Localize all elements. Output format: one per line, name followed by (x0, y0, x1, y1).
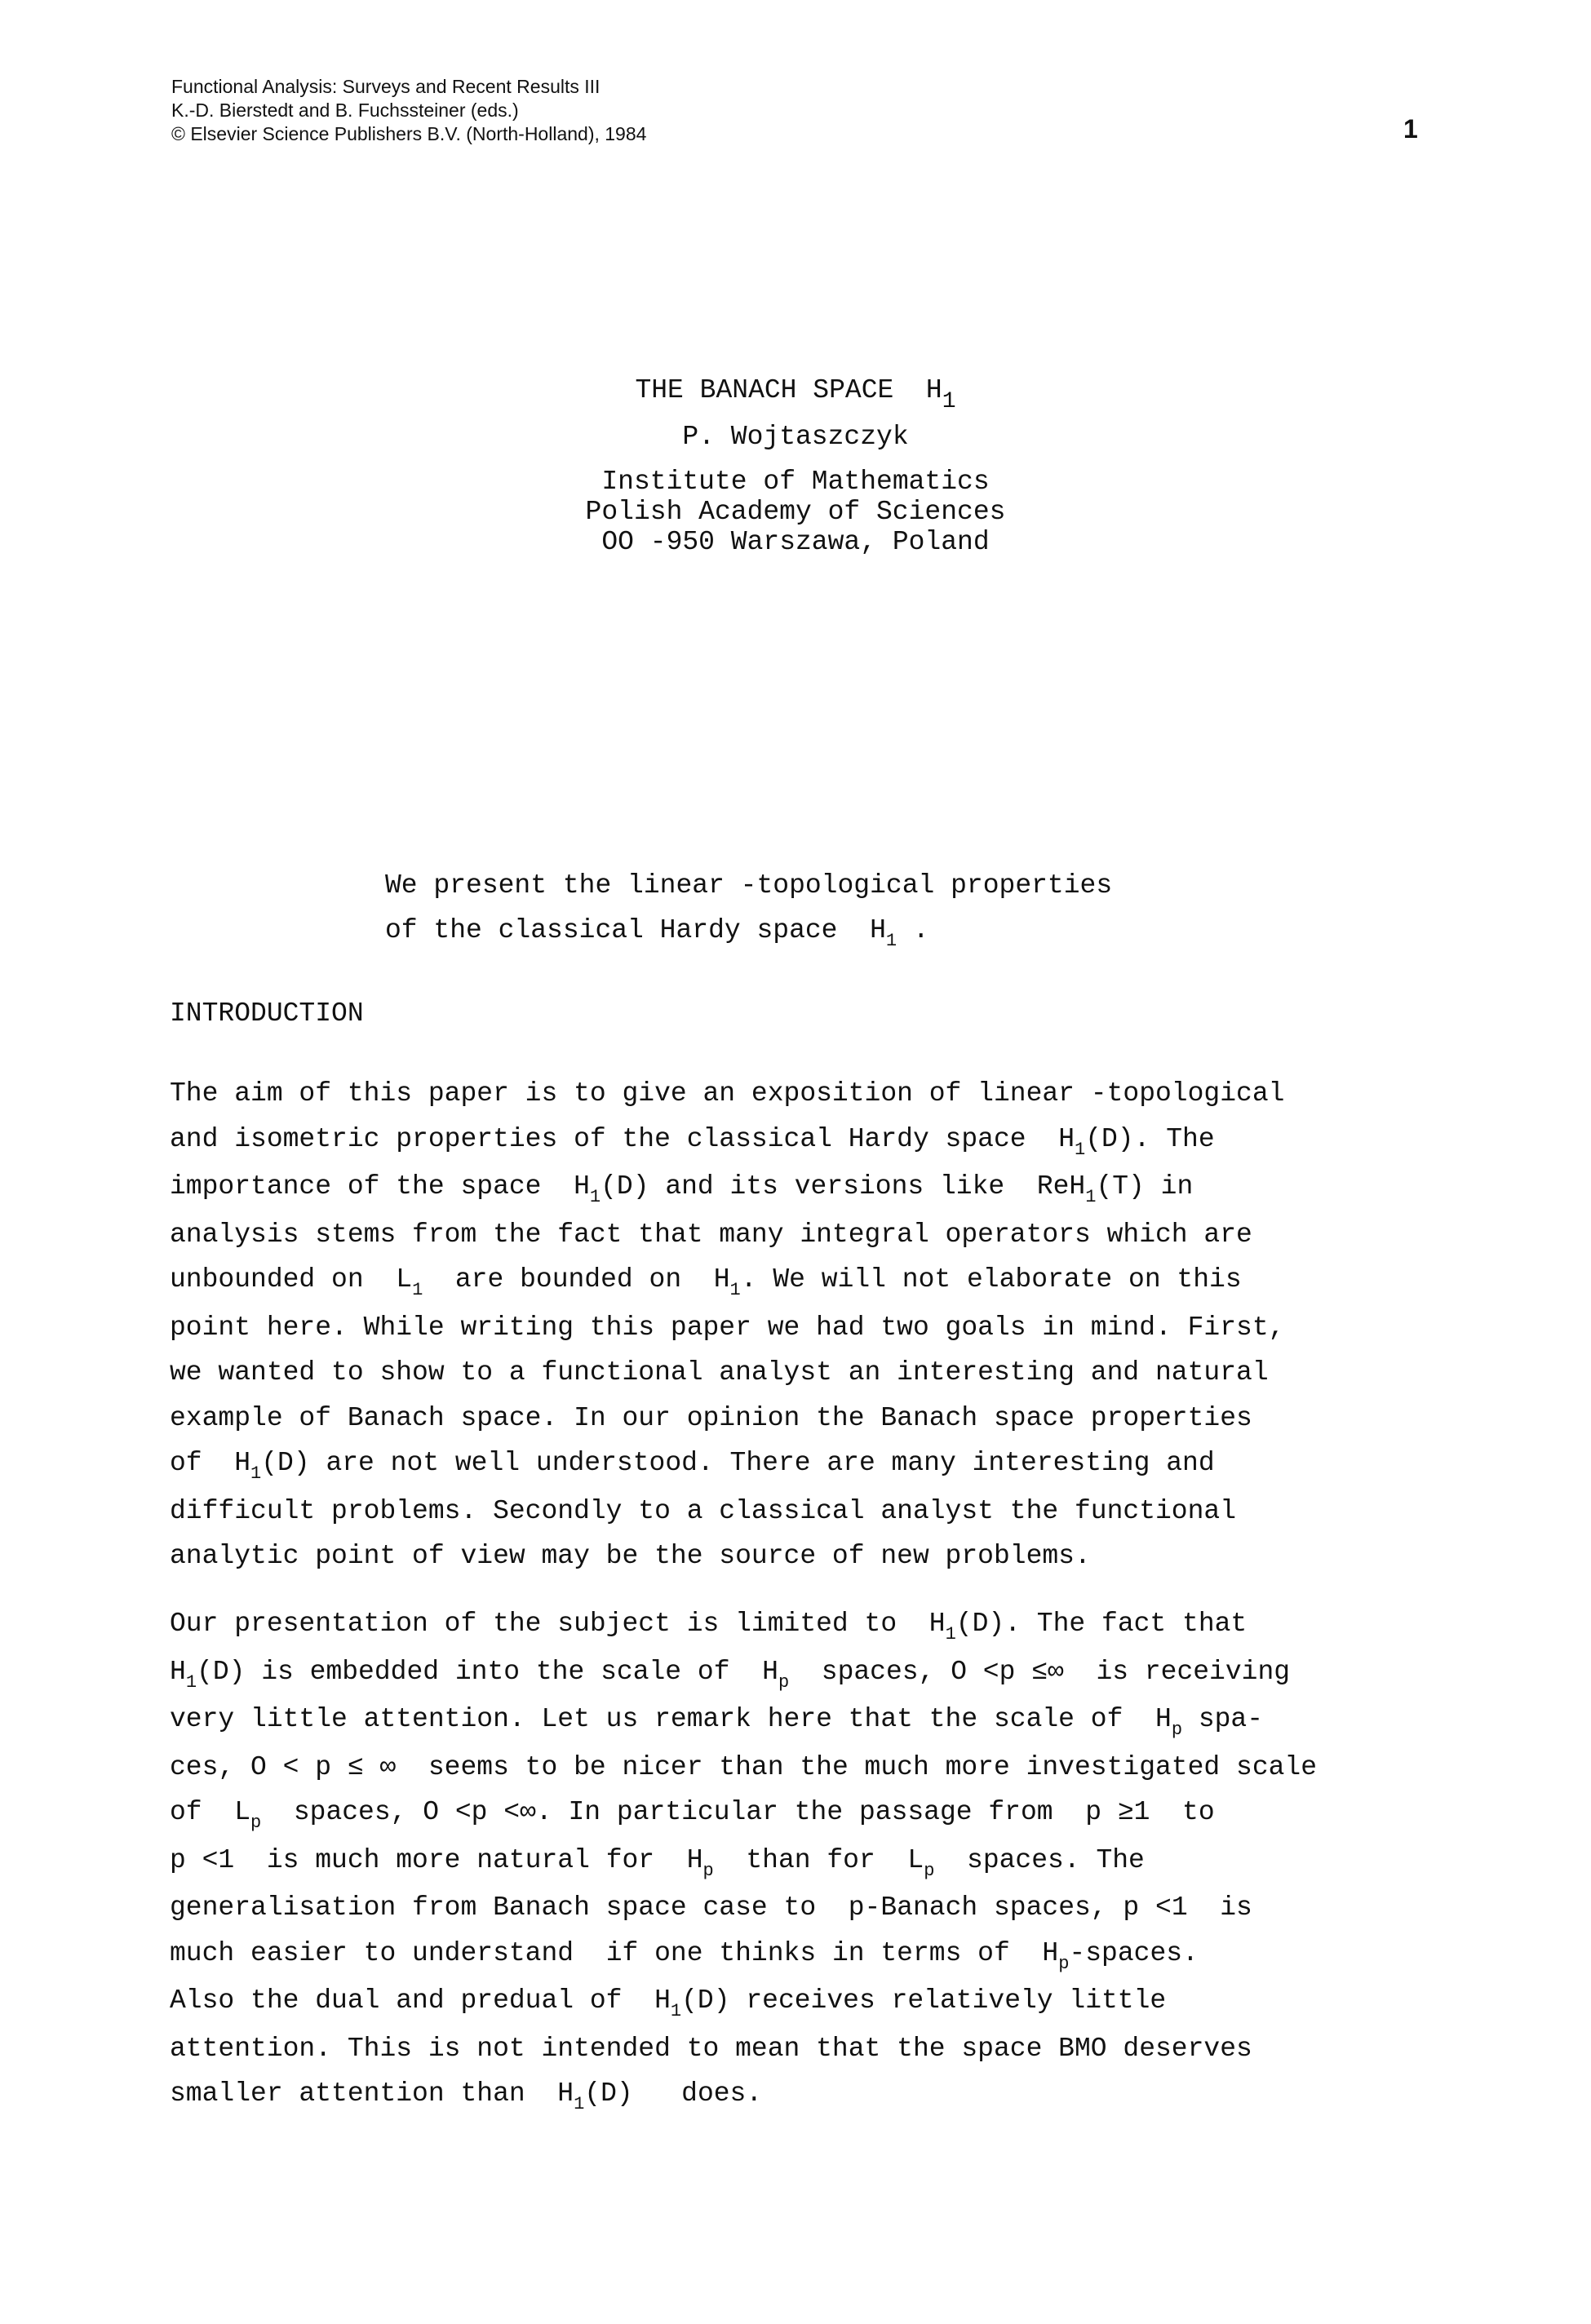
header-publisher: © Elsevier Science Publishers B.V. (North-Holland), 1984 (171, 123, 647, 144)
section-heading: INTRODUCTION (170, 998, 364, 1029)
paragraph-2: Our presentation of the subject is limited to $H_1(D)$. The fact that $H_1(D)$ is embedded into the scale of $H_p$ spaces, O <p ≤∞ is receiving very little attention. Let us remark here that the scale of $H_p$ spa- ces, O < p ≤ ∞ seems to be nicer than the much more investigated scale of $L_p$ spaces, O <p <∞. In particular the passage from p ≥1 to p <1 is much more natural for $H_p$ than for $L_p$ spaces. The generalisation from Banach space case to p-Banach spaces, p <1 is much easier to understand if one thinks in terms of $H_p$-spaces. Also the dual and predual of $H_1(D)$ receives relatively little attention. This is not intended to mean that the space BMO deserves smaller attention than $H_1(D)$ does. (170, 1609, 1318, 2114)
header-editors: K.-D. Bierstedt and B. Fuchssteiner (eds.) (171, 100, 519, 121)
title-block (0, 375, 1591, 557)
header-series: Functional Analysis: Surveys and Recent Results III (171, 76, 601, 97)
affiliation-academy: Polish Academy of Sciences (585, 497, 1006, 527)
abstract: We present the linear -topological properties of the classical Hardy space $H_1$ . (385, 870, 1113, 951)
affiliation-address: OO -950 Warszawa, Poland (601, 527, 990, 557)
paper-title: THE BANACH SPACE $H_1$ (635, 375, 956, 414)
author-name: P. Wojtaszczyk (682, 422, 909, 452)
page-number: 1 (1403, 114, 1418, 144)
paragraph-1: The aim of this paper is to give an exposition of linear -topological and isometric properties of the classical Hardy space $H_1(D)$. The importance of the space $H_1(D)$ and its versions like ReH$_1$(T) in analysis stems from the fact that many integral operators which are unbounded on $L_1$ are bounded on $H_1$. We will not elaborate on this point here. While writing this paper we had two goals in mind. First, we wanted to show to a functional analyst an interesting and natural example of Banach space. In our opinion the Banach space properties of $H_1(D)$ are not well understood. There are many interesting and difficult problems. Secondly to a classical analyst the functional analytic point of view may be the source of new problems. (170, 1078, 1285, 1571)
publication-header (171, 75, 646, 146)
affiliation-institute: Institute of Mathematics (601, 467, 990, 497)
